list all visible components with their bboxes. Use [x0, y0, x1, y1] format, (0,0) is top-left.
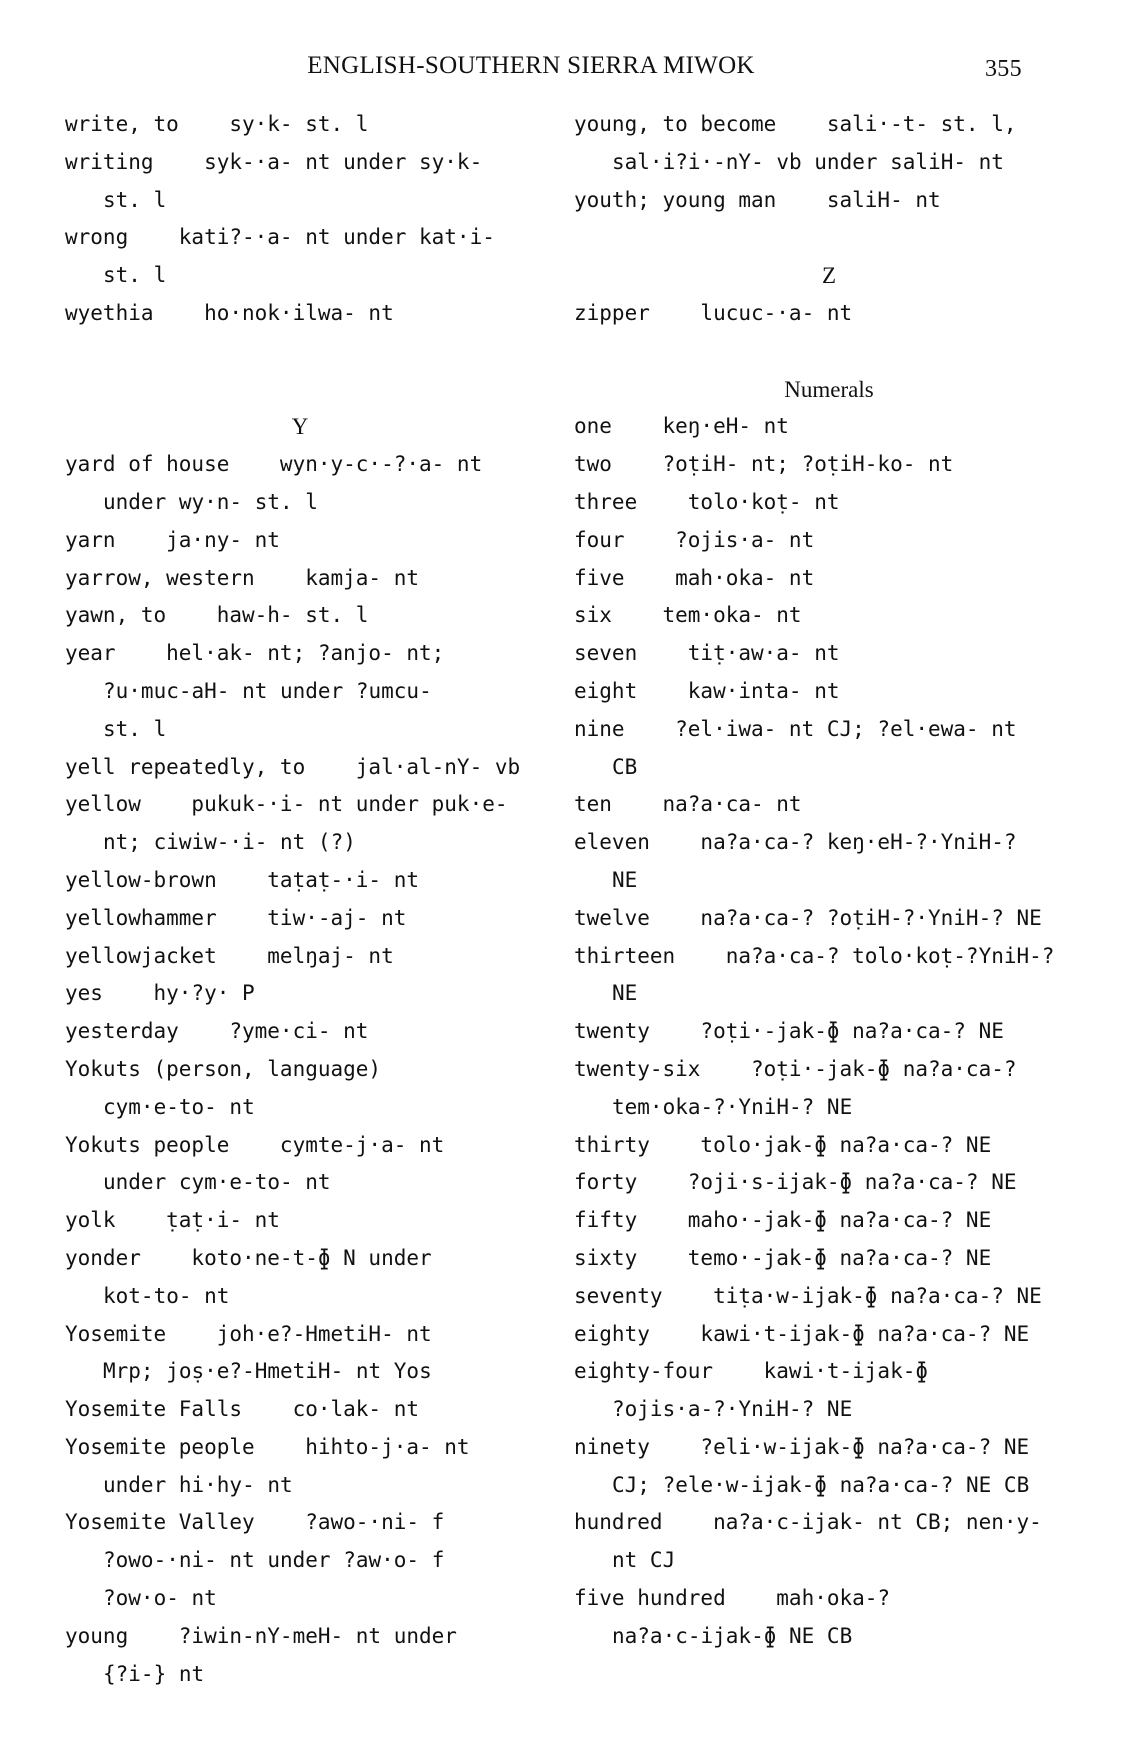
entry-continuation: na?a·c-ijak-ɸ NE CB — [612, 1623, 853, 1648]
dictionary-entry: thirteen na?a·ca-? tolo·koṭ-?YniH-? — [574, 943, 1055, 968]
dictionary-entry: wyethia ho·nok·ilwa- nt — [65, 300, 394, 325]
entry-continuation: NE — [612, 981, 638, 1006]
dictionary-entry: year hel·ak- nt; ?anjo- nt; — [65, 641, 445, 666]
entry-continuation: tem·oka-?·YniH-? NE — [612, 1094, 853, 1119]
entry-continuation: st. l — [103, 263, 167, 288]
dictionary-entry: young ?iwin-nY-meH- nt under — [65, 1623, 457, 1648]
entry-continuation: CJ; ?ele·w-ijak-ɸ na?a·ca-? NE CB — [612, 1472, 1030, 1497]
entry-continuation: under wy·n- st. l — [103, 489, 318, 514]
dictionary-entry: write, to sy·k- st. l — [65, 112, 369, 136]
dictionary-entry: nine ?el·iwa- nt CJ; ?el·ewa- nt — [574, 716, 1017, 741]
dictionary-entry: twelve na?a·ca-? ?oṭiH-?·YniH-? NE — [574, 905, 1042, 930]
dictionary-entry: Yosemite joh·e?-HmetiH- nt — [65, 1321, 432, 1346]
dictionary-entry: yard of house wyn·y-c·-?·a- nt — [65, 452, 483, 477]
dictionary-entry: yes hy·?y· P — [65, 981, 255, 1006]
dictionary-entry: five mah·oka- nt — [574, 565, 815, 590]
dictionary-entry: yellowhammer tiw·-aj- nt — [65, 905, 407, 930]
dictionary-entry: thirty tolo·jak-ɸ na?a·ca-? NE — [574, 1132, 992, 1157]
header-title: ENGLISH-SOUTHERN SIERRA MIWOK — [307, 52, 755, 79]
dictionary-entry: sixty temo·-jak-ɸ na?a·ca-? NE — [574, 1245, 992, 1270]
dictionary-entry: eleven na?a·ca-? keŋ·eH-?·YniH-? — [574, 830, 1017, 855]
dictionary-entry: seventy tiṭa·w-ijak-ɸ na?a·ca-? NE — [574, 1283, 1042, 1308]
entry-continuation: NE — [612, 867, 638, 892]
left-column — [65, 106, 535, 1693]
dictionary-entry: Yosemite people hihto-j·a- nt — [65, 1434, 470, 1459]
entry-continuation: ?u·muc-aH- nt under ?umcu- — [103, 678, 432, 703]
dictionary-entry: fifty maho·-jak-ɸ na?a·ca-? NE — [574, 1208, 992, 1233]
page-number: 355 — [985, 56, 1022, 82]
entry-continuation: ?owo-·ni- nt under ?aw·o- f — [103, 1548, 445, 1573]
entry-continuation: CB — [612, 754, 638, 779]
dictionary-entry: yell repeatedly, to jal·al-nY- vb — [65, 754, 521, 779]
dictionary-entry: writing syk-·a- nt under sy·k- — [65, 149, 483, 174]
dictionary-entry: seven tiṭ·aw·a- nt — [574, 641, 840, 666]
dictionary-entry: Yosemite Valley ?awo-·ni- f — [65, 1510, 445, 1535]
entry-continuation: under cym·e-to- nt — [103, 1170, 331, 1195]
dictionary-entry: Yosemite Falls co·lak- nt — [65, 1397, 420, 1422]
dictionary-entry: yellow-brown taṭaṭ-·i- nt — [65, 867, 420, 892]
running-header — [0, 52, 1148, 92]
dictionary-entry: two ?oṭiH- nt; ?oṭiH-ko- nt — [574, 452, 954, 477]
dictionary-entry: ninety ?eli·w-ijak-ɸ na?a·ca-? NE — [574, 1434, 1030, 1459]
dictionary-entry: eighty-four kawi·t-ijak-ɸ — [574, 1359, 929, 1384]
entry-continuation: under hi·hy- nt — [103, 1472, 293, 1497]
entry-continuation: ?ow·o- nt — [103, 1586, 217, 1611]
dictionary-entry: youth; young man saliH- nt — [574, 187, 941, 212]
dictionary-entry: Yokuts people cymte-j·a- nt — [65, 1132, 445, 1157]
entry-continuation: nt CJ — [612, 1548, 676, 1573]
dictionary-entry: twenty ?oṭi·-jak-ɸ na?a·ca-? NE — [574, 1019, 1004, 1044]
dictionary-entry: Yokuts (person, language) — [65, 1056, 382, 1081]
dictionary-entry: zipper lucuc-·a- nt — [574, 300, 853, 325]
dictionary-entry: yawn, to haw-h- st. l — [65, 603, 369, 628]
dictionary-entry: yarn ja·ny- nt — [65, 527, 280, 552]
section-heading: Y — [291, 414, 309, 440]
entry-continuation: st. l — [103, 187, 167, 212]
dictionary-entry: eighty kawi·t-ijak-ɸ na?a·ca-? NE — [574, 1321, 1030, 1346]
entry-continuation: Mrp; joṣ·e?-HmetiH- nt Yos — [103, 1359, 432, 1384]
dictionary-entry: hundred na?a·c-ijak- nt CB; nen·y- — [574, 1510, 1042, 1535]
entry-continuation: {?i-} nt — [103, 1661, 205, 1686]
dictionary-entry: yellowjacket melŋaj- nt — [65, 943, 394, 968]
section-heading: Z — [821, 263, 837, 289]
dictionary-entry: eight kaw·inta- nt — [574, 678, 840, 703]
dictionary-entry: three tolo·koṭ- nt — [574, 489, 840, 514]
entry-continuation: nt; ciwiw-·i- nt (?) — [103, 830, 356, 855]
dictionary-entry: yolk ṭaṭ·i- nt — [65, 1208, 280, 1233]
dictionary-entry: ten na?a·ca- nt — [574, 792, 802, 817]
spacer — [574, 333, 1084, 371]
entry-continuation: cym·e-to- nt — [103, 1094, 255, 1119]
spacer — [574, 219, 1084, 257]
dictionary-entry: yonder koto·ne-t-ɸ N under — [65, 1245, 432, 1270]
section-heading: Numerals — [784, 376, 874, 402]
dictionary-entry: four ?ojis·a- nt — [574, 527, 815, 552]
dictionary-entry: young, to become sali·-t- st. l, — [574, 112, 1017, 136]
dictionary-entry: forty ?oji·s-ijak-ɸ na?a·ca-? NE — [574, 1170, 1017, 1195]
dictionary-entry: wrong kati?-·a- nt under kat·i- — [65, 225, 495, 250]
spacer — [65, 371, 535, 409]
entry-continuation: st. l — [103, 716, 167, 741]
dictionary-entry: yarrow, western kamja- nt — [65, 565, 420, 590]
dictionary-entry: one keŋ·eH- nt — [574, 414, 789, 439]
entry-continuation: kot-to- nt — [103, 1283, 230, 1308]
dictionary-entry: twenty-six ?oṭi·-jak-ɸ na?a·ca-? — [574, 1056, 1017, 1081]
entry-continuation: ?ojis·a-?·YniH-? NE — [612, 1397, 853, 1422]
dictionary-entry: yellow pukuk-·i- nt under puk·e- — [65, 792, 508, 817]
dictionary-entry: five hundred mah·oka-? — [574, 1586, 891, 1611]
spacer — [65, 333, 535, 371]
dictionary-entry: six tem·oka- nt — [574, 603, 802, 628]
dictionary-entry: yesterday ?yme·ci- nt — [65, 1019, 369, 1044]
entry-continuation: sal·i?i·-nY- vb under saliH- nt — [612, 149, 1004, 174]
right-column — [574, 106, 1084, 1656]
